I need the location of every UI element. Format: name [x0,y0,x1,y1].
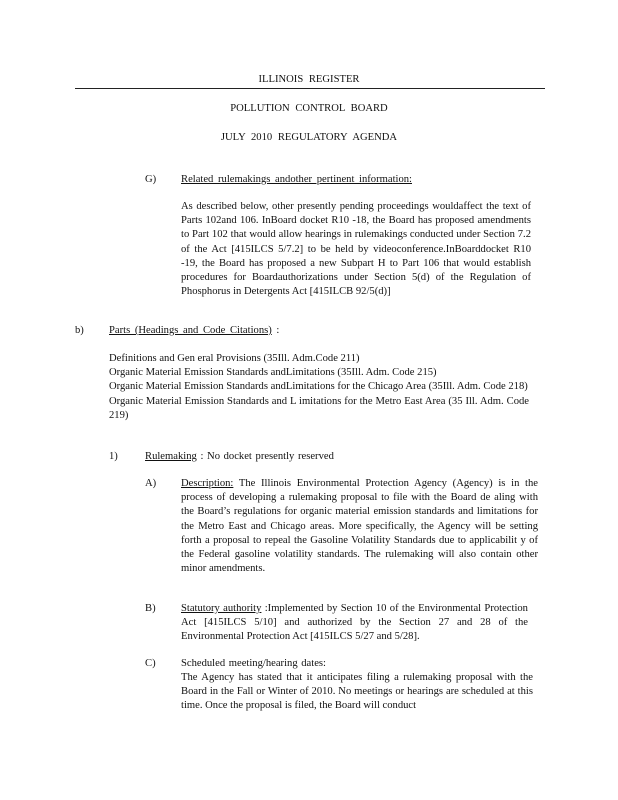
section-g-body: As described below, other presently pending proceedings wouldaffect the text of Parts 102and 106. InBoard docket R10 -18, the Board has proposed amendments to Part 102 that would allow hearings in rulemakings conducted under Section 7.2 of the Act [415ILCS 5/7.2] to be held by videoconference.InBoarddocket R10 -19, the Board has proposed a new Subpart H to Part 106 that would establish procedures for Boardauthorizations under Section 5(d) of the Regulation of Phosphorus in Detergents Act [415ILCB 92/5(d)] [181,201,531,298]
item-a-heading: Description: [181,478,234,489]
section-b-marker: b) [75,325,84,336]
item-c-body: The Agency has stated that it anticipates filing a rulemaking proposal with the Board in the Fall or Winter of 2010. No meetings or hearings are scheduled at this time. Once the proposal is filed, the Board will conduct [181,672,533,712]
item-1-marker: 1) [109,451,118,462]
item-a-marker: A) [145,478,157,489]
part-item: Definitions and Gen eral Provisions (35Ill. Adm.Code 211) [109,353,360,364]
header-agenda: JULY 2010 REGULATORY AGENDA [220,132,398,143]
item-b-marker: B) [145,603,156,614]
section-b-heading-suffix: : [271,325,280,336]
header-board: POLLUTION CONTROL BOARD [230,103,388,114]
item-a-body-block [181,477,538,576]
part-item: Organic Material Emission Standards andLimitations for the Chicago Area (35Ill. Adm. Code 218) [109,381,528,393]
item-c-heading: Scheduled meeting/hearing dates: [181,658,326,669]
header-register: ILLINOIS REGISTER [258,74,360,85]
item-1-heading [145,450,334,464]
section-g-marker: G) [145,174,157,185]
item-1-heading-text: Rulemaking [145,451,197,462]
header-rule [75,88,545,89]
part-item: Organic Material Emission Standards and L imitations for the Metro East Area (35 Ill. Adm. Code 219) [109,395,529,421]
section-b-heading [109,324,279,338]
section-b-heading-text: Parts (Headings and Code Citations) [109,325,272,336]
item-a-body: The Illinois Environmental Protection Agency (Agency) is in the process of developing a rulemaking proposal to file with the Board de aling with the Board’s regulations for organic material emission standards and limitations for the Metro East and Chicago areas. More specifically, the Agency will be setting forth a proposal to repeal the Gasoline Volatility Standards due to applicabilit y of the Federal gasoline volatility standards. The rulemaking will also contain other minor amendments. [181,478,538,575]
item-b-body-block [181,602,528,645]
item-c-marker: C) [145,658,156,669]
item-b-heading: Statutory authority [181,603,262,614]
section-g-heading: Related rulemakings andother pertinent information: [181,174,412,185]
parts-list [109,352,529,423]
item-1-heading-suffix: : No docket presently reserved [196,451,334,462]
part-item: Organic Material Emission Standards andLimitations (35Ill. Adm. Code 215) [109,367,437,379]
item-b-body: :Implemented by Section 10 of the Environmental Protection Act [415ILCS 5/10] and authorized by the Section 27 and 28 of the Environmental Protection Act [415ILCS 5/27 and 5/28]. [181,603,528,643]
